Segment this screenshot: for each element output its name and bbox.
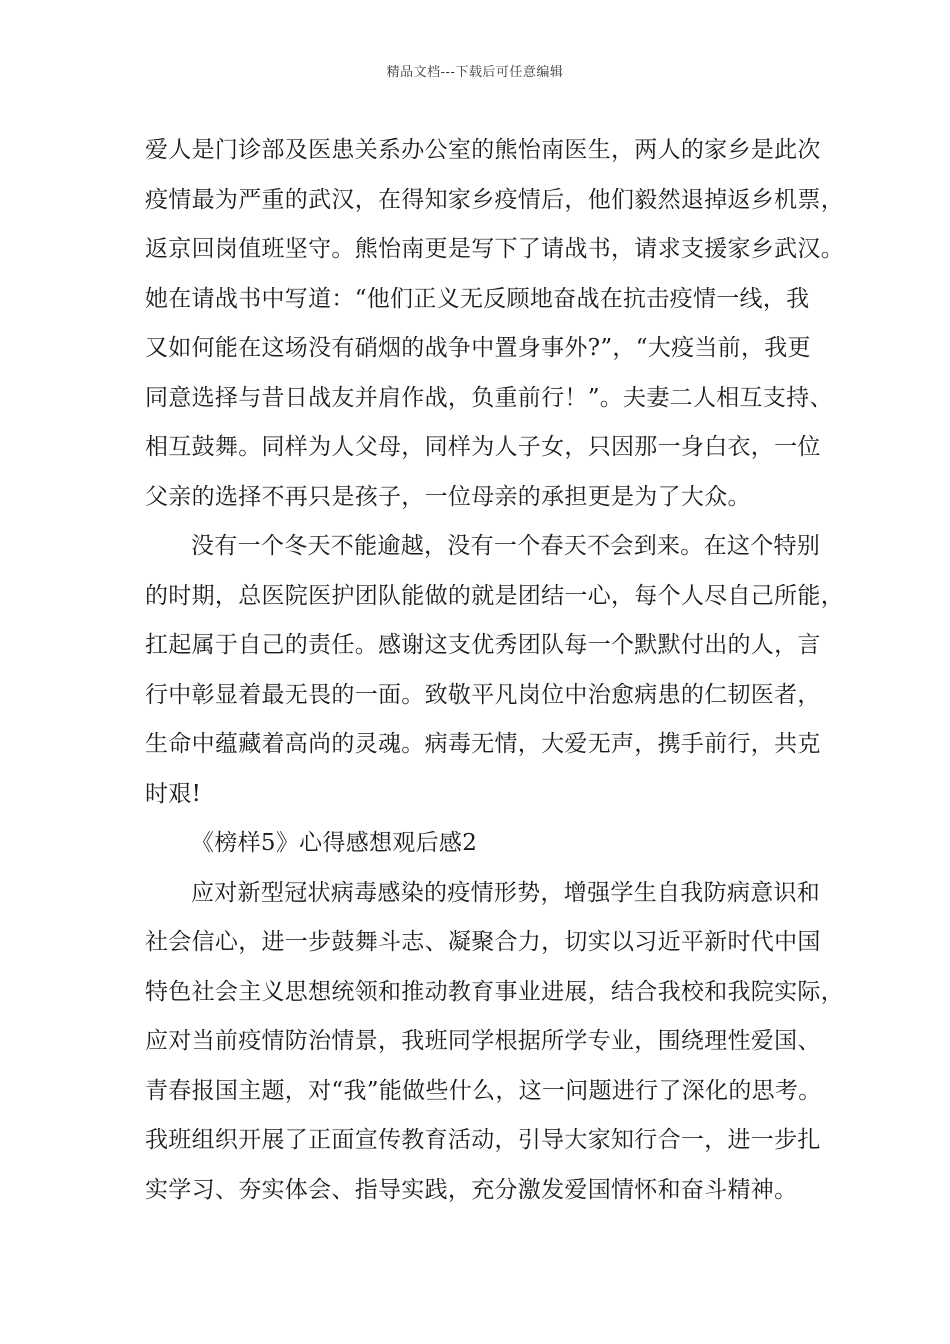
text-line: 生命中蕴藏着高尚的灵魂。病毒无情，大爱无声，携手前行，共克: [145, 731, 821, 757]
text-line: 又如何能在这场没有硝烟的战争中置身事外?”，“大疫当前，我更: [145, 335, 811, 361]
text-line: 她在请战书中写道：“他们正义无反顾地奋战在抗击疫情一线，我: [145, 285, 810, 312]
paragraph-start-line: 没有一个冬天不能逾越，没有一个春天不会到来。在这个特别: [191, 533, 821, 559]
text-line: 爱人是门诊部及医患关系办公室的熊怡南医生，两人的家乡是此次: [145, 137, 821, 163]
text-line: 行中彰显着最无畏的一面。致敬平凡岗位中治愈病患的仁韧医者，: [145, 681, 821, 708]
text-line: 社会信心，进一步鼓舞斗志、凝聚合力，切实以习近平新时代中国: [145, 929, 821, 955]
document-body: [145, 126, 844, 1215]
text-line: 同意选择与昔日战友并肩作战，负重前行！”。夫妻二人相互支持、: [145, 384, 833, 411]
text-line: 父亲的选择不再只是孩子，一位母亲的承担更是为了大众。: [145, 483, 751, 510]
page-header: 精品文档---下载后可任意编辑: [386, 65, 564, 80]
paragraph-start-line: 应对新型冠状病毒感染的疫情形势，增强学生自我防病意识和: [191, 879, 821, 906]
text-line: 疫情最为严重的武汉，在得知家乡疫情后，他们毅然退掉返乡机票，: [145, 186, 844, 213]
text-line: 返京回岗值班坚守。熊怡南更是写下了请战书，请求支援家乡武汉。: [145, 236, 844, 262]
text-line: 扛起属于自己的责任。感谢这支优秀团队每一个默默付出的人，言: [145, 632, 821, 658]
text-line: 应对当前疫情防治情景，我班同学根据所学专业，围绕理性爱国、: [145, 1028, 821, 1054]
text-line: 我班组织开展了正面宣传教育活动，引导大家知行合一，进一步扎: [145, 1127, 821, 1153]
text-line: 时艰!: [145, 780, 202, 807]
text-line: 相互鼓舞。同样为人父母，同样为人子女，只因那一身白衣，一位: [145, 434, 821, 460]
text-line: 青春报国主题，对“我”能做些什么，这一问题进行了深化的思考。: [145, 1077, 822, 1104]
text-line: 特色社会主义思想统领和推动教育事业进展，结合我校和我院实际，: [145, 978, 844, 1005]
section-heading: 《榜样5》心得感想观后感2: [191, 830, 478, 856]
text-line: 实学习、夯实体会、指导实践，充分激发爱国情怀和奋斗精神。: [145, 1176, 798, 1203]
text-line: 的时期，总医院医护团队能做的就是团结一心，每个人尽自己所能，: [145, 582, 844, 609]
